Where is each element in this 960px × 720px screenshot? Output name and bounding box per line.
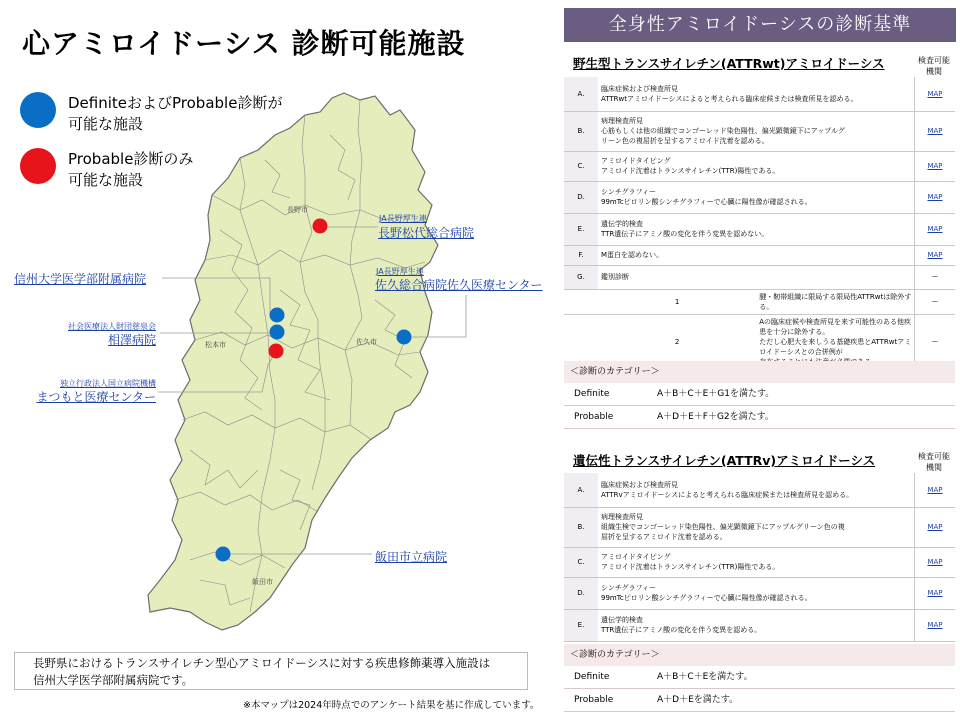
v-category-definite: [564, 666, 955, 689]
map-link[interactable]: MAP: [927, 485, 943, 494]
map-link[interactable]: MAP: [927, 621, 943, 629]
hospital-saku-org[interactable]: JA長野厚生連: [376, 267, 424, 276]
criteria-map-cell: [915, 265, 956, 289]
criteria-map-cell: [915, 181, 956, 213]
criteria-text: [598, 547, 915, 577]
wt-criteria-row: [564, 77, 955, 111]
hospital-matsushiro-link[interactable]: 長野松代総合病院: [378, 226, 475, 240]
wt-category-definite: [564, 383, 955, 406]
criteria-line: リーン色の複屈折を呈するアミロイド沈着を認める。: [601, 137, 769, 145]
wt-criteria-row: [564, 289, 955, 314]
criteria-line: シンチグラフィー: [601, 584, 656, 592]
criteria-map-cell: [915, 245, 956, 265]
criteria-sub-number: 2: [598, 314, 756, 369]
marker-matsushiro-red: [313, 219, 328, 234]
wt-criteria-row: [564, 111, 955, 151]
map-link[interactable]: MAP: [927, 558, 943, 566]
wt-category-header: ＜診断のカテゴリー＞: [564, 361, 955, 383]
v-criteria-table: [564, 473, 955, 642]
page-title: 心アミロイドーシス 診断可能施設: [22, 27, 466, 60]
hospital-matsumoto-org[interactable]: 独立行政法人国立病院機構: [60, 379, 156, 388]
city-label-matsumoto: 松本市: [205, 341, 226, 349]
footnote: ※本マップは2024年時点でのアンケート結果を基に作成しています。: [243, 700, 540, 711]
criteria-label: C.: [564, 547, 598, 577]
criteria-label: A.: [564, 77, 598, 111]
v-category-probable-rule: A＋D＋Eを満たす。: [657, 695, 739, 705]
wt-category-probable-name: Probable: [574, 412, 614, 422]
wt-count-header: [917, 55, 951, 77]
city-label-nagano: 長野市: [287, 206, 308, 214]
criteria-label: B.: [564, 507, 598, 547]
map-link[interactable]: MAP: [927, 251, 943, 259]
hospital-matsumoto-link[interactable]: まつもと医療センター: [36, 390, 156, 404]
criteria-map-cell: [915, 111, 956, 151]
criteria-text: [598, 507, 915, 547]
criteria-label: D.: [564, 181, 598, 213]
hospital-saku-link[interactable]: 佐久総合病院佐久医療センター: [375, 278, 543, 292]
v-count-header-line2: 機関: [926, 463, 942, 472]
map-dash: ー: [931, 337, 939, 346]
criteria-text: [598, 245, 915, 265]
criteria-line: 病理検査所見: [601, 513, 643, 521]
criteria-line: アミロイド沈着はトランスサイレチン(TTR)陽性である。: [601, 563, 780, 571]
criteria-map-cell: [915, 609, 956, 641]
criteria-title: 全身性アミロイドーシスの診断基準: [564, 8, 956, 42]
criteria-text: [598, 609, 915, 641]
v-category-definite-rule: A＋B＋C＋Eを満たす。: [657, 672, 753, 682]
criteria-text: [598, 577, 915, 609]
v-criteria-row: [564, 507, 955, 547]
criteria-label: A.: [564, 473, 598, 507]
note-line2: 信州大学医学部附属病院です。: [33, 673, 194, 687]
criteria-line: 鑑別診断: [601, 273, 629, 281]
criteria-sub-number: 1: [598, 289, 756, 314]
criteria-label: [564, 289, 598, 314]
legend-red-line2: 可能な施設: [68, 171, 144, 189]
criteria-text: [756, 289, 914, 314]
note-box: [14, 652, 528, 690]
criteria-line: 遺伝学的検査: [601, 220, 643, 228]
criteria-text: [598, 111, 915, 151]
map-link[interactable]: MAP: [927, 589, 943, 597]
criteria-map-cell: [915, 77, 956, 111]
criteria-text: [598, 151, 915, 181]
v-criteria-row: [564, 577, 955, 609]
criteria-line: TTR遺伝子にアミノ酸の変化を伴う変異を認める。: [601, 626, 762, 634]
wt-category-probable-rule: A＋D＋E＋F＋G2を満たす。: [657, 412, 774, 422]
v-criteria-row: [564, 473, 955, 507]
legend-blue-line1: DefiniteおよびProbable診断が: [68, 94, 283, 112]
map-link[interactable]: MAP: [927, 127, 943, 135]
criteria-line: M蛋白を認めない。: [601, 251, 664, 259]
v-count-header-line1: 検査可能: [918, 452, 950, 461]
criteria-line: アミロイドタイピング: [601, 553, 671, 561]
criteria-line: 心筋もしくは他の組織でコンゴーレッド染色陽性、偏光顕微鏡下にアップルグ: [601, 127, 845, 135]
criteria-line: 病理検査所見: [601, 117, 643, 125]
criteria-line: TTR遺伝子にアミノ酸の変化を伴う変異を認めない。: [601, 230, 769, 238]
v-category-header: ＜診断のカテゴリー＞: [564, 644, 955, 666]
map-link[interactable]: MAP: [927, 523, 943, 531]
note-line1: 長野県におけるトランスサイレチン型心アミロイドーシスに対する疾患修飾薬導入施設は: [33, 656, 491, 670]
map-link[interactable]: MAP: [927, 162, 943, 170]
marker-iida-blue: [216, 547, 231, 562]
map-dash: ー: [931, 297, 939, 306]
v-criteria-row: [564, 547, 955, 577]
wt-category-definite-rule: A＋B＋C＋E＋G1を満たす。: [657, 389, 775, 399]
marker-matsumoto-red: [269, 344, 284, 359]
criteria-line: 屈折を呈するアミロイド沈着を認める。: [601, 533, 727, 541]
legend-blue-dot: [20, 92, 56, 128]
hospital-matsushiro-org[interactable]: JA長野厚生連: [379, 214, 427, 223]
criteria-map-cell: [915, 289, 956, 314]
criteria-label: B.: [564, 111, 598, 151]
marker-saku-blue: [397, 330, 412, 345]
criteria-text: [598, 473, 915, 507]
v-category-probable: [564, 689, 955, 712]
criteria-map-cell: [915, 547, 956, 577]
criteria-map-cell: [915, 473, 956, 507]
criteria-line: Aの臨床症候や検査所見を来す可能性のある他疾患を十分に除外する。: [759, 317, 912, 336]
map-link[interactable]: MAP: [927, 89, 943, 98]
wt-section-title: 野生型トランスサイレチン(ATTRwt)アミロイドーシス: [573, 56, 885, 71]
map-link[interactable]: MAP: [927, 193, 943, 201]
criteria-line: 99mTcピロリン酸シンチグラフィーで心臓に陽性像が確認される。: [601, 594, 812, 602]
criteria-label: F.: [564, 245, 598, 265]
marker-aizawa-blue: [270, 325, 285, 340]
criteria-label: G.: [564, 265, 598, 289]
v-criteria-row: [564, 609, 955, 641]
legend-red-line1: Probable診断のみ: [68, 150, 194, 168]
city-label-saku: 佐久市: [356, 338, 377, 346]
wt-category-probable: [564, 406, 955, 429]
wt-count-header-line1: 検査可能: [918, 56, 950, 65]
criteria-line: 臨床症候および検査所見: [601, 480, 678, 489]
legend-blue-line2: 可能な施設: [68, 115, 144, 133]
v-category-probable-name: Probable: [574, 695, 614, 705]
criteria-line: 遺伝学的検査: [601, 616, 643, 624]
v-category-definite-name: Definite: [574, 672, 610, 682]
hospital-iida-link[interactable]: 飯田市立病院: [375, 550, 448, 564]
criteria-line: ATTRwtアミロイドーシスによると考えられる臨床症候または検査所見を認める。: [601, 94, 858, 103]
criteria-line: ATTRvアミロイドーシスによると考えられる臨床症候または検査所見を認める。: [601, 490, 854, 499]
v-count-header: [917, 451, 951, 473]
criteria-text: [598, 213, 915, 245]
city-label-iida: 飯田市: [252, 578, 273, 586]
hospital-aizawa-org[interactable]: 社会医療法人財団慈泉会: [68, 322, 156, 331]
criteria-text: [598, 77, 915, 111]
marker-shinshu-blue: [270, 308, 285, 323]
wt-category-definite-name: Definite: [574, 389, 610, 399]
wt-criteria-table: [564, 77, 955, 370]
v-section-title: 遺伝性トランスサイレチン(ATTRv)アミロイドーシス: [573, 453, 876, 468]
criteria-label: D.: [564, 577, 598, 609]
criteria-label: E.: [564, 609, 598, 641]
criteria-line: 99mTcピロリン酸シンチグラフィーで心臓に陽性像が確認される。: [601, 198, 812, 206]
wt-criteria-row: [564, 181, 955, 213]
criteria-map-cell: [915, 507, 956, 547]
criteria-text: [598, 265, 915, 289]
wt-criteria-row: [564, 213, 955, 245]
wt-count-header-line2: 機関: [926, 67, 942, 76]
wt-criteria-row: [564, 245, 955, 265]
wt-criteria-row: [564, 265, 955, 289]
criteria-label: C.: [564, 151, 598, 181]
criteria-line: 臨床症候および検査所見: [601, 84, 678, 93]
criteria-text: [598, 181, 915, 213]
hospital-aizawa-link[interactable]: 相澤病院: [107, 333, 156, 347]
criteria-line: 腱・靭帯組織に限局する限局性ATTRwtは除外する。: [759, 292, 912, 311]
wt-criteria-row: [564, 151, 955, 181]
criteria-line: 組織生検でコンゴーレッド染色陽性、偏光顕微鏡下にアップルグリーン色の複: [601, 523, 845, 531]
criteria-line: シンチグラフィー: [601, 188, 656, 196]
criteria-label: E.: [564, 213, 598, 245]
map-link[interactable]: MAP: [927, 225, 943, 233]
criteria-map-cell: [915, 151, 956, 181]
criteria-map-cell: [915, 577, 956, 609]
criteria-line: アミロイド沈着はトランスサイレチン(TTR)陽性である。: [601, 167, 780, 175]
criteria-line: アミロイドタイピング: [601, 157, 671, 165]
criteria-map-cell: [915, 213, 956, 245]
criteria-line: ただし心肥大を来しうる基礎疾患とATTRwtアミロイドーシスとの合併例が: [759, 337, 912, 356]
map-dash: ー: [931, 273, 939, 281]
legend-red-dot: [20, 148, 56, 184]
hospital-shinshu-link[interactable]: 信州大学医学部附属病院: [14, 272, 147, 286]
